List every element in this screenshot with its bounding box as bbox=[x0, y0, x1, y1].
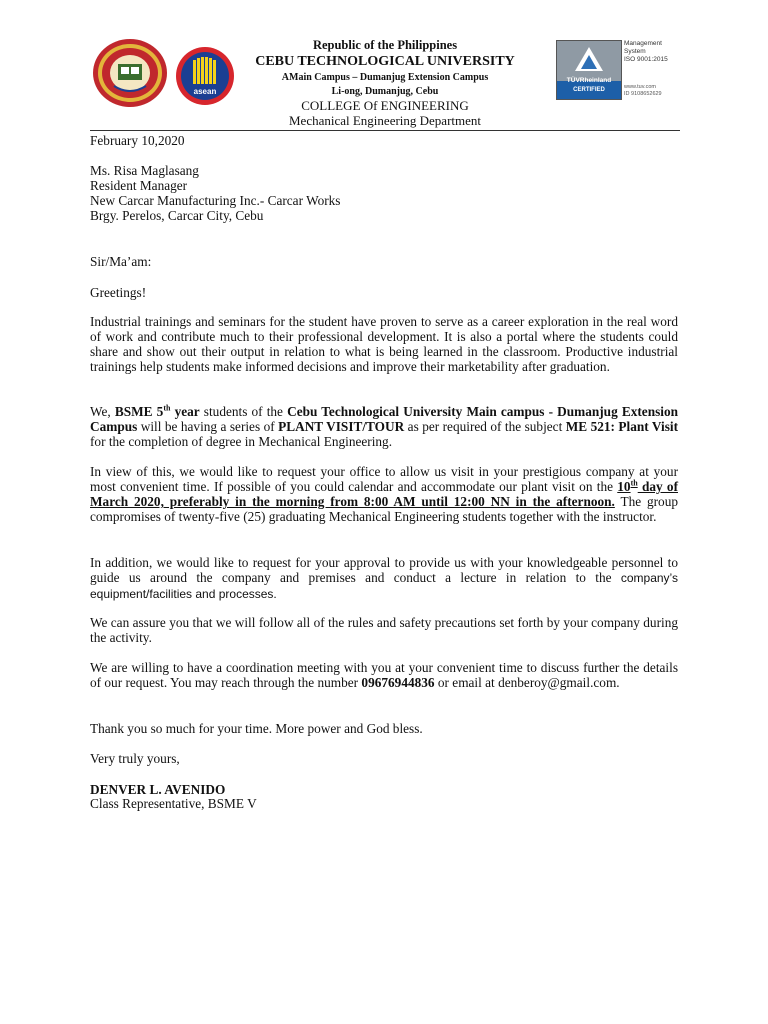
cert-web: www.tuv.com bbox=[624, 84, 656, 90]
signatory-name: DENVER L. AVENIDO bbox=[90, 782, 226, 797]
campus-line: AMain Campus – Dumanjug Extension Campus bbox=[281, 72, 489, 83]
p2-bold-bsme: BSME 5 bbox=[114, 404, 164, 419]
recipient-title: Resident Manager bbox=[90, 178, 188, 193]
cert-line-2: System bbox=[624, 48, 646, 55]
p3-sup: th bbox=[630, 478, 638, 488]
signatory-title: Class Representative, BSME V bbox=[90, 796, 257, 811]
paragraph-1: Industrial trainings and seminars for the student have proven to serve as a career exploration in the real word of work and contribute much to their professional development. It is also a portal where the students could share and show out their output in relation to what is being learned in the classroom. Productive industrial trainings help students make informed decisions and improve their marketability after graduation. bbox=[90, 314, 678, 374]
p2-text-3: will be having a series of bbox=[137, 419, 279, 434]
p6-phone: 09676944836 bbox=[361, 675, 435, 690]
p2-bold-campus: Cebu Technological University Main campus - Dumanjug Extension Campus bbox=[90, 404, 678, 434]
p2-text-5: for the completion of degree in Mechanical Engineering. bbox=[90, 434, 393, 449]
cert-id: ID 9108652629 bbox=[624, 91, 662, 97]
university-name: CEBU TECHNOLOGICAL UNIVERSITY bbox=[255, 54, 515, 69]
p2-bold-subject: ME 521: Plant Visit bbox=[565, 419, 679, 434]
recipient-name: Ms. Risa Maglasang bbox=[90, 163, 199, 178]
paragraph-6 bbox=[90, 660, 678, 690]
p2-bold-year: year bbox=[170, 404, 200, 419]
greeting: Greetings! bbox=[90, 285, 147, 300]
university-seal-logo bbox=[92, 38, 168, 108]
asean-logo bbox=[175, 46, 235, 106]
cert-line-1: Management bbox=[624, 40, 662, 47]
p3-text-2: The group compromises of twenty-five (25) graduating Mechanical Engineering students together with the instructor. bbox=[90, 494, 678, 524]
p6-text-1: We are willing to have a coordination meeting with you at your convenient time to discuss further the details of our request. You may reach through the number bbox=[90, 660, 678, 690]
paragraph-4 bbox=[90, 555, 678, 602]
p3-text-1: In view of this, we would like to request your office to allow us visit in your prestigious company at your most convenient time. If possible of you could calendar and accommodate our plant visit on the bbox=[90, 464, 678, 494]
p2-text-4: as per required of the subject bbox=[404, 419, 566, 434]
p6-text-2: or email at denberoy@gmail.com. bbox=[434, 675, 620, 690]
tuv-brand-text: TÜVRheinland bbox=[566, 77, 612, 84]
recipient-company: New Carcar Manufacturing Inc.- Carcar Works bbox=[90, 193, 341, 208]
cert-line-3: ISO 9001:2015 bbox=[624, 56, 668, 63]
p3-bold-date: day of March 2020, preferably in the morning from 8:00 AM until 12:00 NN in the afternoon. bbox=[90, 479, 678, 509]
paragraph-5: We can assure you that we will follow all of the rules and safety precautions set forth by your company during the activity. bbox=[90, 615, 678, 645]
republic-line: Republic of the Philippines bbox=[312, 38, 458, 52]
asean-logo-text: asean bbox=[193, 87, 217, 96]
paragraph-7: Thank you so much for your time. More power and God bless. bbox=[90, 721, 423, 736]
college-line: COLLEGE Of ENGINEERING bbox=[301, 98, 469, 113]
tuv-certification-badge bbox=[556, 40, 622, 100]
p2-text-1: We, bbox=[90, 404, 115, 419]
address-line: Li-ong, Dumanjug, Cebu bbox=[331, 86, 439, 97]
letter-date: February 10,2020 bbox=[90, 133, 185, 148]
p4-text-2: company’s equipment/facilities and processes. bbox=[90, 571, 678, 601]
paragraph-2 bbox=[90, 404, 678, 449]
certification-web-info bbox=[624, 84, 662, 98]
p2-bold-visit: PLANT VISIT/TOUR bbox=[278, 419, 405, 434]
recipient-address: Brgy. Perelos, Carcar City, Cebu bbox=[90, 208, 264, 223]
p2-sup: th bbox=[163, 403, 171, 413]
p4-text-1: In addition, we would like to request for your approval to provide us with your knowledgeable personnel to guide us around the company and premises and conduct a lecture in relation to the bbox=[90, 555, 678, 585]
department-line: Mechanical Engineering Department bbox=[288, 113, 482, 128]
header-divider bbox=[90, 130, 680, 131]
tuv-certified-text: CERTIFIED bbox=[573, 87, 605, 93]
p3-bold-day: 10 bbox=[617, 479, 631, 494]
closing: Very truly yours, bbox=[90, 751, 180, 766]
salutation: Sir/Ma’am: bbox=[90, 254, 152, 269]
paragraph-3 bbox=[90, 464, 678, 524]
certification-info bbox=[624, 40, 668, 64]
p2-text-2: students of the bbox=[199, 404, 288, 419]
